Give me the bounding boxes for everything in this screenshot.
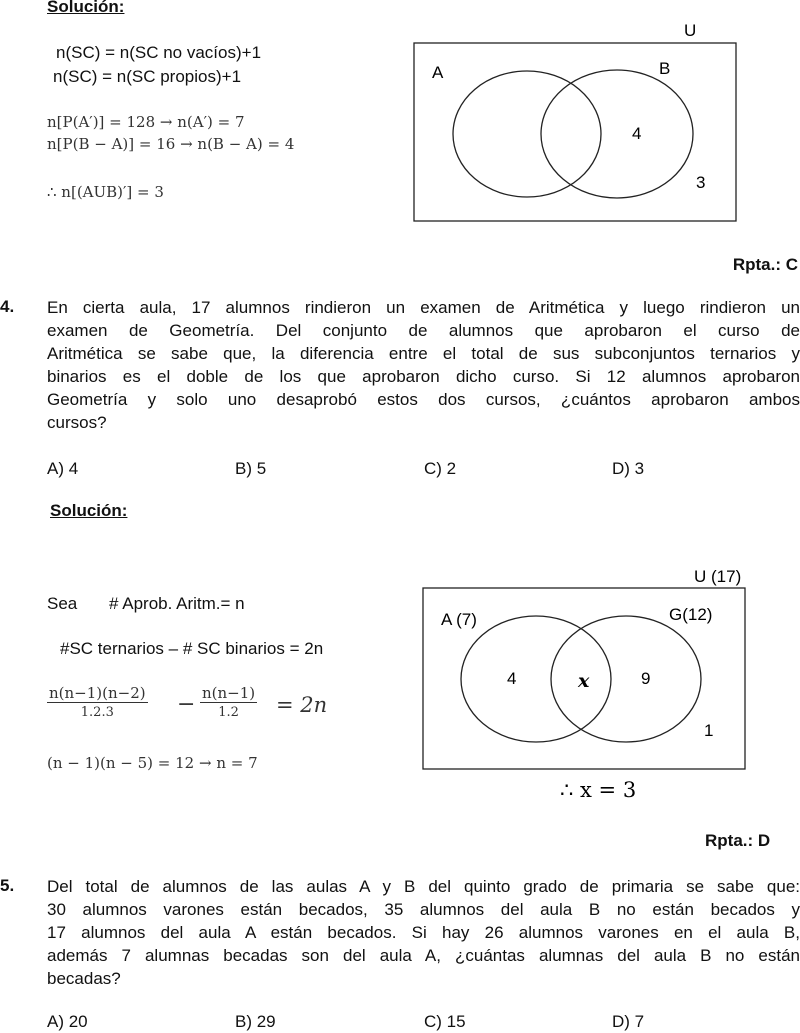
set-b-circle [541,70,693,198]
universe-label: U [684,21,697,40]
q5-option-b: B) 29 [235,1012,276,1031]
question-4-line: examen de Geometría. Del conjunto de alumnos que aprobaron el curso de [47,321,800,340]
result-line: (n − 1)(n − 5) = 12 → n = 7 [47,754,258,772]
universe-rect [414,43,736,221]
solution-heading: Solución: [50,501,128,520]
fraction-numerator: n(n−1)(n−2) [49,684,146,702]
question-5-line: becadas? [47,969,121,988]
venn-diagram-1 [380,0,780,240]
fraction-denominator: 1.2 [218,705,239,720]
q5-option-d: D) 7 [612,1012,645,1031]
question-4-line: Geometría y solo uno desaprobó estos dos cursos, ¿cuántos aprobaron ambos [47,390,800,409]
fraction-binarios [200,684,257,720]
question-5-text [47,875,800,990]
region-g-value: 9 [641,669,651,688]
question-4-line: cursos? [47,413,107,432]
sc-formula-line-2: n(SC) = n(SC propios)+1 [53,67,242,86]
outside-value: 3 [696,173,706,192]
fraction-numerator: n(n−1) [202,684,256,702]
conclusion: ∴ x = 3 [560,778,637,802]
set-g-label: G(12) [669,605,713,624]
question-4-line: Aritmética se sabe que, la diferencia entre el total de sus subconjuntos ternarios y [47,344,800,363]
question-4-text [47,296,800,434]
venn-diagram-2 [400,560,800,810]
answer-2: Rpta.: D [705,831,771,850]
outside-value: 1 [704,721,714,740]
minus-sign: − [177,692,196,717]
set-a-label: A [432,63,444,82]
equation-rhs: = 2n [276,693,328,717]
sea-definition: # Aprob. Aritm.= n [109,594,245,613]
q4-option-b: B) 5 [235,459,267,478]
intersection-value: x [578,670,590,692]
set-b-label: B [659,59,671,78]
sea-label: Sea [47,594,78,613]
solution-heading: Solución: [47,0,125,16]
math-line-1: n[P(A′)] = 128 → n(A′) = 7 [47,113,245,131]
sc-formula-line-1: n(SC) = n(SC no vacíos)+1 [56,43,262,62]
fraction-denominator: 1.2.3 [80,705,114,720]
question-5-line: 17 alumnos del aula A están becados. Si hay 26 alumnos varones en el aula B, [47,923,800,942]
question-5-line: Del total de alumnos de las aulas A y B del quinto grado de primaria se sabe que: [47,877,800,896]
question-5-line: además 7 alumnas becadas son del aula A, ¿cuántas alumnas del aula B no están [47,946,800,965]
q4-option-a: A) 4 [47,459,79,478]
fraction-ternarios [47,684,148,720]
q5-option-a: A) 20 [47,1012,88,1031]
q4-option-d: D) 3 [612,459,645,478]
set-a-circle [453,71,601,197]
universe-label: U (17) [694,567,742,586]
region-a-value: 4 [507,669,517,688]
q4-option-c: C) 2 [424,459,457,478]
question-4-number: 4. [0,297,15,316]
question-4-line: En cierta aula, 17 alumnos rindieron un examen de Aritmética y luego rindieron un [47,298,800,317]
math-line-2: n[P(B − A)] = 16 → n(B − A) = 4 [47,135,295,153]
question-4-line: binarios es el doble de los que aprobaron dicho curso. Si 12 alumnos aprobaron [47,367,800,386]
question-5-number: 5. [0,876,15,895]
math-line-3: ∴ n[(AUB)′] = 3 [47,183,164,201]
sc-difference-line: #SC ternarios – # SC binarios = 2n [60,639,324,658]
set-g-circle [551,616,701,742]
set-a-label: A (7) [441,610,477,629]
q5-option-c: C) 15 [424,1012,466,1031]
region-b-value: 4 [632,124,642,143]
question-5-line: 30 alumnos varones están becados, 35 alumnos del aula B no están becados y [47,900,800,919]
answer-1: Rpta.: C [732,255,798,274]
